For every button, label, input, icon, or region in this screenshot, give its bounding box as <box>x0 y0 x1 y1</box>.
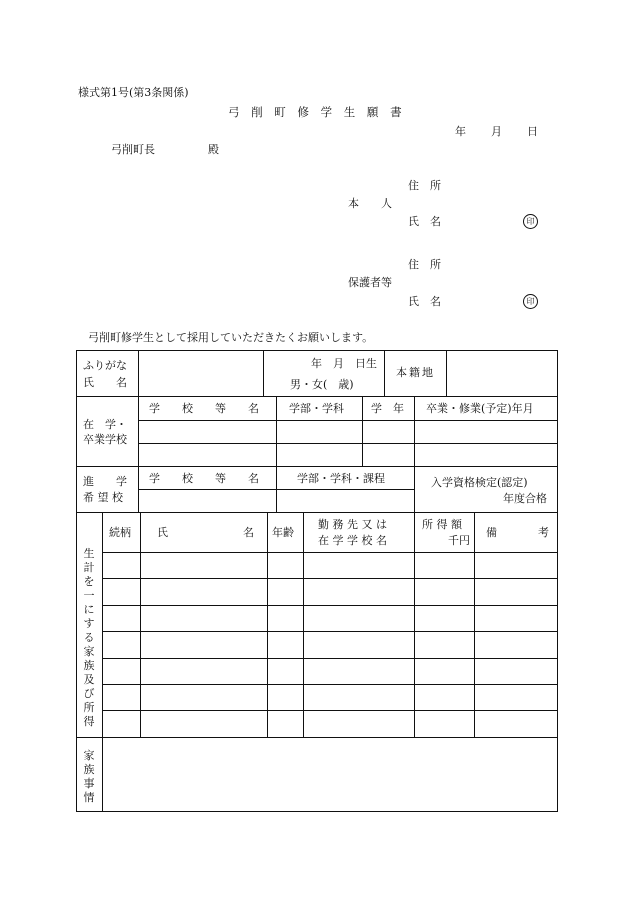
relation-header: 続柄 <box>109 526 131 539</box>
graduation-header: 卒業・修業(予定)年月 <box>426 402 534 415</box>
income-header-2: 千円 <box>448 534 470 547</box>
age-header: 年齢 <box>272 526 294 539</box>
applicant-name-label: 氏 名 <box>408 215 441 228</box>
workplace-header-1: 勤 務 先 又 は <box>318 518 387 531</box>
guardian-name-label: 氏 名 <box>408 295 441 308</box>
dept-course-header: 学部・学科・課程 <box>297 472 385 485</box>
workplace-header-2: 在 学 学 校 名 <box>318 534 387 547</box>
sex-age-label: 男・女( 歳) <box>290 378 354 391</box>
guardian-address-label: 住 所 <box>408 258 441 271</box>
current-school-label-2: 卒業学校 <box>83 433 127 446</box>
desired-school-label-1: 進 学 <box>83 475 127 488</box>
date-day: 日 <box>527 125 538 138</box>
form-number: 様式第1号(第3条関係) <box>78 86 189 99</box>
exam-label-1: 入学資格検定(認定) <box>431 476 528 489</box>
dept-header: 学部・学科 <box>289 402 344 415</box>
date-year: 年 <box>455 125 466 138</box>
family-name-header-2: 名 <box>243 526 254 539</box>
family-income-label: 生計を一にする家族及び所得 <box>83 547 95 728</box>
applicant-role: 本 人 <box>348 197 392 210</box>
birth-date-label: 年 月 日生 <box>311 357 377 370</box>
guardian-role: 保護者等 <box>348 276 392 289</box>
school-name-header: 学 校 等 名 <box>149 402 259 415</box>
furigana-label: ふりがな <box>83 359 127 372</box>
honorific: 殿 <box>208 143 219 156</box>
applicant-seal: 印 <box>523 214 538 229</box>
exam-label-2: 年度合格 <box>503 492 547 505</box>
request-text: 弓削町修学生として採用していただきたくお願いします。 <box>88 331 374 344</box>
addressee: 弓削町長 <box>111 143 155 156</box>
page-title: 弓 削 町 修 学 生 願 書 <box>228 105 406 119</box>
honseki-label: 本籍地 <box>396 366 435 379</box>
family-name-header-1: 氏 <box>157 526 168 539</box>
remarks-header-1: 備 <box>486 526 497 539</box>
name-label: 氏 名 <box>83 376 127 389</box>
desired-school-name-header: 学 校 等 名 <box>149 472 259 485</box>
current-school-label-1: 在 学・ <box>83 418 127 431</box>
remarks-header-2: 考 <box>538 526 549 539</box>
applicant-address-label: 住 所 <box>408 179 441 192</box>
guardian-seal: 印 <box>523 294 538 309</box>
income-header-1: 所 得 額 <box>422 518 462 531</box>
family-matters-label: 家族事情 <box>83 749 95 804</box>
grade-header: 学 年 <box>371 402 404 415</box>
date-month: 月 <box>491 125 502 138</box>
desired-school-label-2: 希 望 校 <box>83 491 123 504</box>
